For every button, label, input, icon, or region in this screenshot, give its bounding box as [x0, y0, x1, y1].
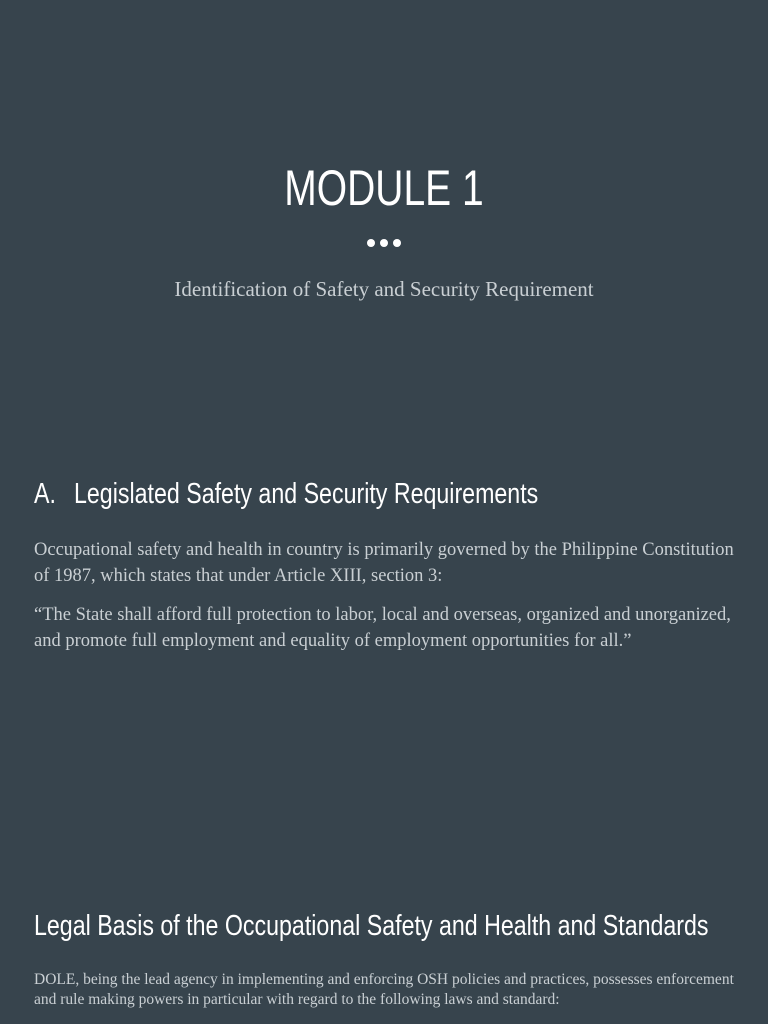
ellipsis-divider	[0, 239, 768, 247]
section-a-paragraph-1: Occupational safety and health in country is primarily governed by the Philippine Constitution of 1987, which states that under Article XIII, section 3:	[34, 540, 734, 586]
module-title: MODULE 1	[284, 160, 484, 216]
dot-icon	[367, 239, 375, 247]
section-a-heading-text: Legislated Safety and Security Requirements	[74, 478, 539, 510]
dot-icon	[380, 239, 388, 247]
module-subtitle: Identification of Safety and Security Requirement	[174, 277, 594, 301]
section-a-quote: “The State shall afford full protection to labor, local and overseas, organized and unorganized, and promote full employment and equality of employment opportunities for all.”	[34, 605, 731, 651]
legal-basis-paragraph: DOLE, being the lead agency in implementing and enforcing OSH policies and practices, possesses enforcement and rule making powers in particular with regard to the following laws and standard:	[34, 971, 734, 1008]
legal-basis-heading: Legal Basis of the Occupational Safety and Health and Standards	[34, 910, 709, 942]
section-a-heading	[34, 476, 538, 512]
dot-icon	[393, 239, 401, 247]
section-a-letter: A.	[34, 478, 56, 510]
